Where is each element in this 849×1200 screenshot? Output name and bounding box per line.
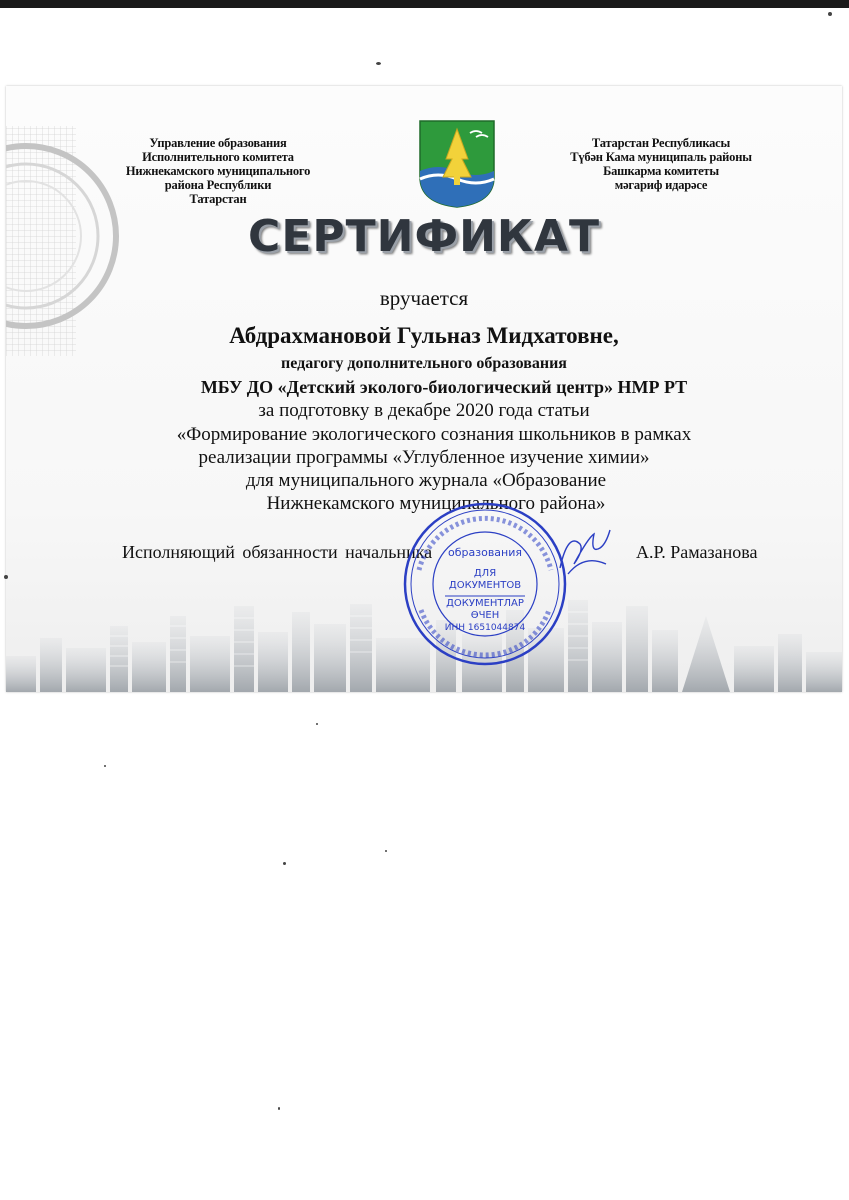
certificate xyxy=(6,86,842,692)
stamp-inn: ИНН 1651044874 xyxy=(444,623,526,633)
coat-of-arms-icon xyxy=(418,119,496,209)
stamp-text-line: ДОКУМЕНТЛАР xyxy=(446,598,524,609)
scan-speck xyxy=(376,62,381,65)
scan-top-edge xyxy=(0,0,849,8)
stamp-text-line: ӨЧЕН xyxy=(470,610,500,621)
scan-speck xyxy=(316,723,318,725)
scan-speck xyxy=(4,575,8,579)
stamp-text-line: образования xyxy=(448,546,522,559)
stamp-text-line: ДОКУМЕНТОВ xyxy=(448,580,522,591)
article-title-line: реализации программы «Углубленное изучение химии» xyxy=(198,447,650,468)
issuer-right-line: Түбән Кама муниципаль районы xyxy=(570,150,752,164)
issuer-right-line: Башкарма комитеты xyxy=(603,164,719,178)
issuer-right-line: Татарстан Республикасы xyxy=(591,136,731,150)
issuer-left-line: Татарстан xyxy=(189,192,247,206)
article-title-line: «Формирование экологического сознания школьников в рамках xyxy=(176,424,692,445)
recipient-position: педагогу дополнительного образования xyxy=(281,355,567,372)
scan-speck xyxy=(828,12,832,16)
scan-speck xyxy=(104,765,106,767)
issuer-left-line: Управление образования xyxy=(149,136,287,150)
certificate-title: СЕРТИФИКАТ xyxy=(248,211,600,262)
signatory-name: А.Р. Рамазанова xyxy=(636,542,758,562)
scan-speck xyxy=(385,850,387,852)
signatory-title: Исполняющий обязанности начальника xyxy=(122,542,433,562)
official-stamp xyxy=(401,500,569,668)
scan-speck xyxy=(278,1107,280,1110)
recipient-organization: МБУ ДО «Детский эколого-биологический центр» НМР РТ xyxy=(200,377,688,397)
issuer-right-line: мәгариф идарәсе xyxy=(614,178,708,192)
issuer-left-line: района Республики xyxy=(164,178,272,192)
article-title-line: Нижнекамского муниципального района» xyxy=(266,493,606,514)
issuer-left-line: Нижнекамского муниципального xyxy=(125,164,311,178)
recipient-name: Абдрахмановой Гульназ Мидхатовне, xyxy=(229,323,619,348)
issuer-left-line: Исполнительного комитета xyxy=(142,150,294,164)
award-reason: за подготовку в декабре 2020 года статьи xyxy=(258,400,590,421)
issuer-left xyxy=(98,136,338,206)
issuer-right xyxy=(541,136,781,192)
article-title-line: для муниципального журнала «Образование xyxy=(245,470,607,491)
stamp-text-line: ДЛЯ xyxy=(473,568,497,579)
awarded-text: вручается xyxy=(379,286,469,310)
scan-speck xyxy=(283,862,286,865)
